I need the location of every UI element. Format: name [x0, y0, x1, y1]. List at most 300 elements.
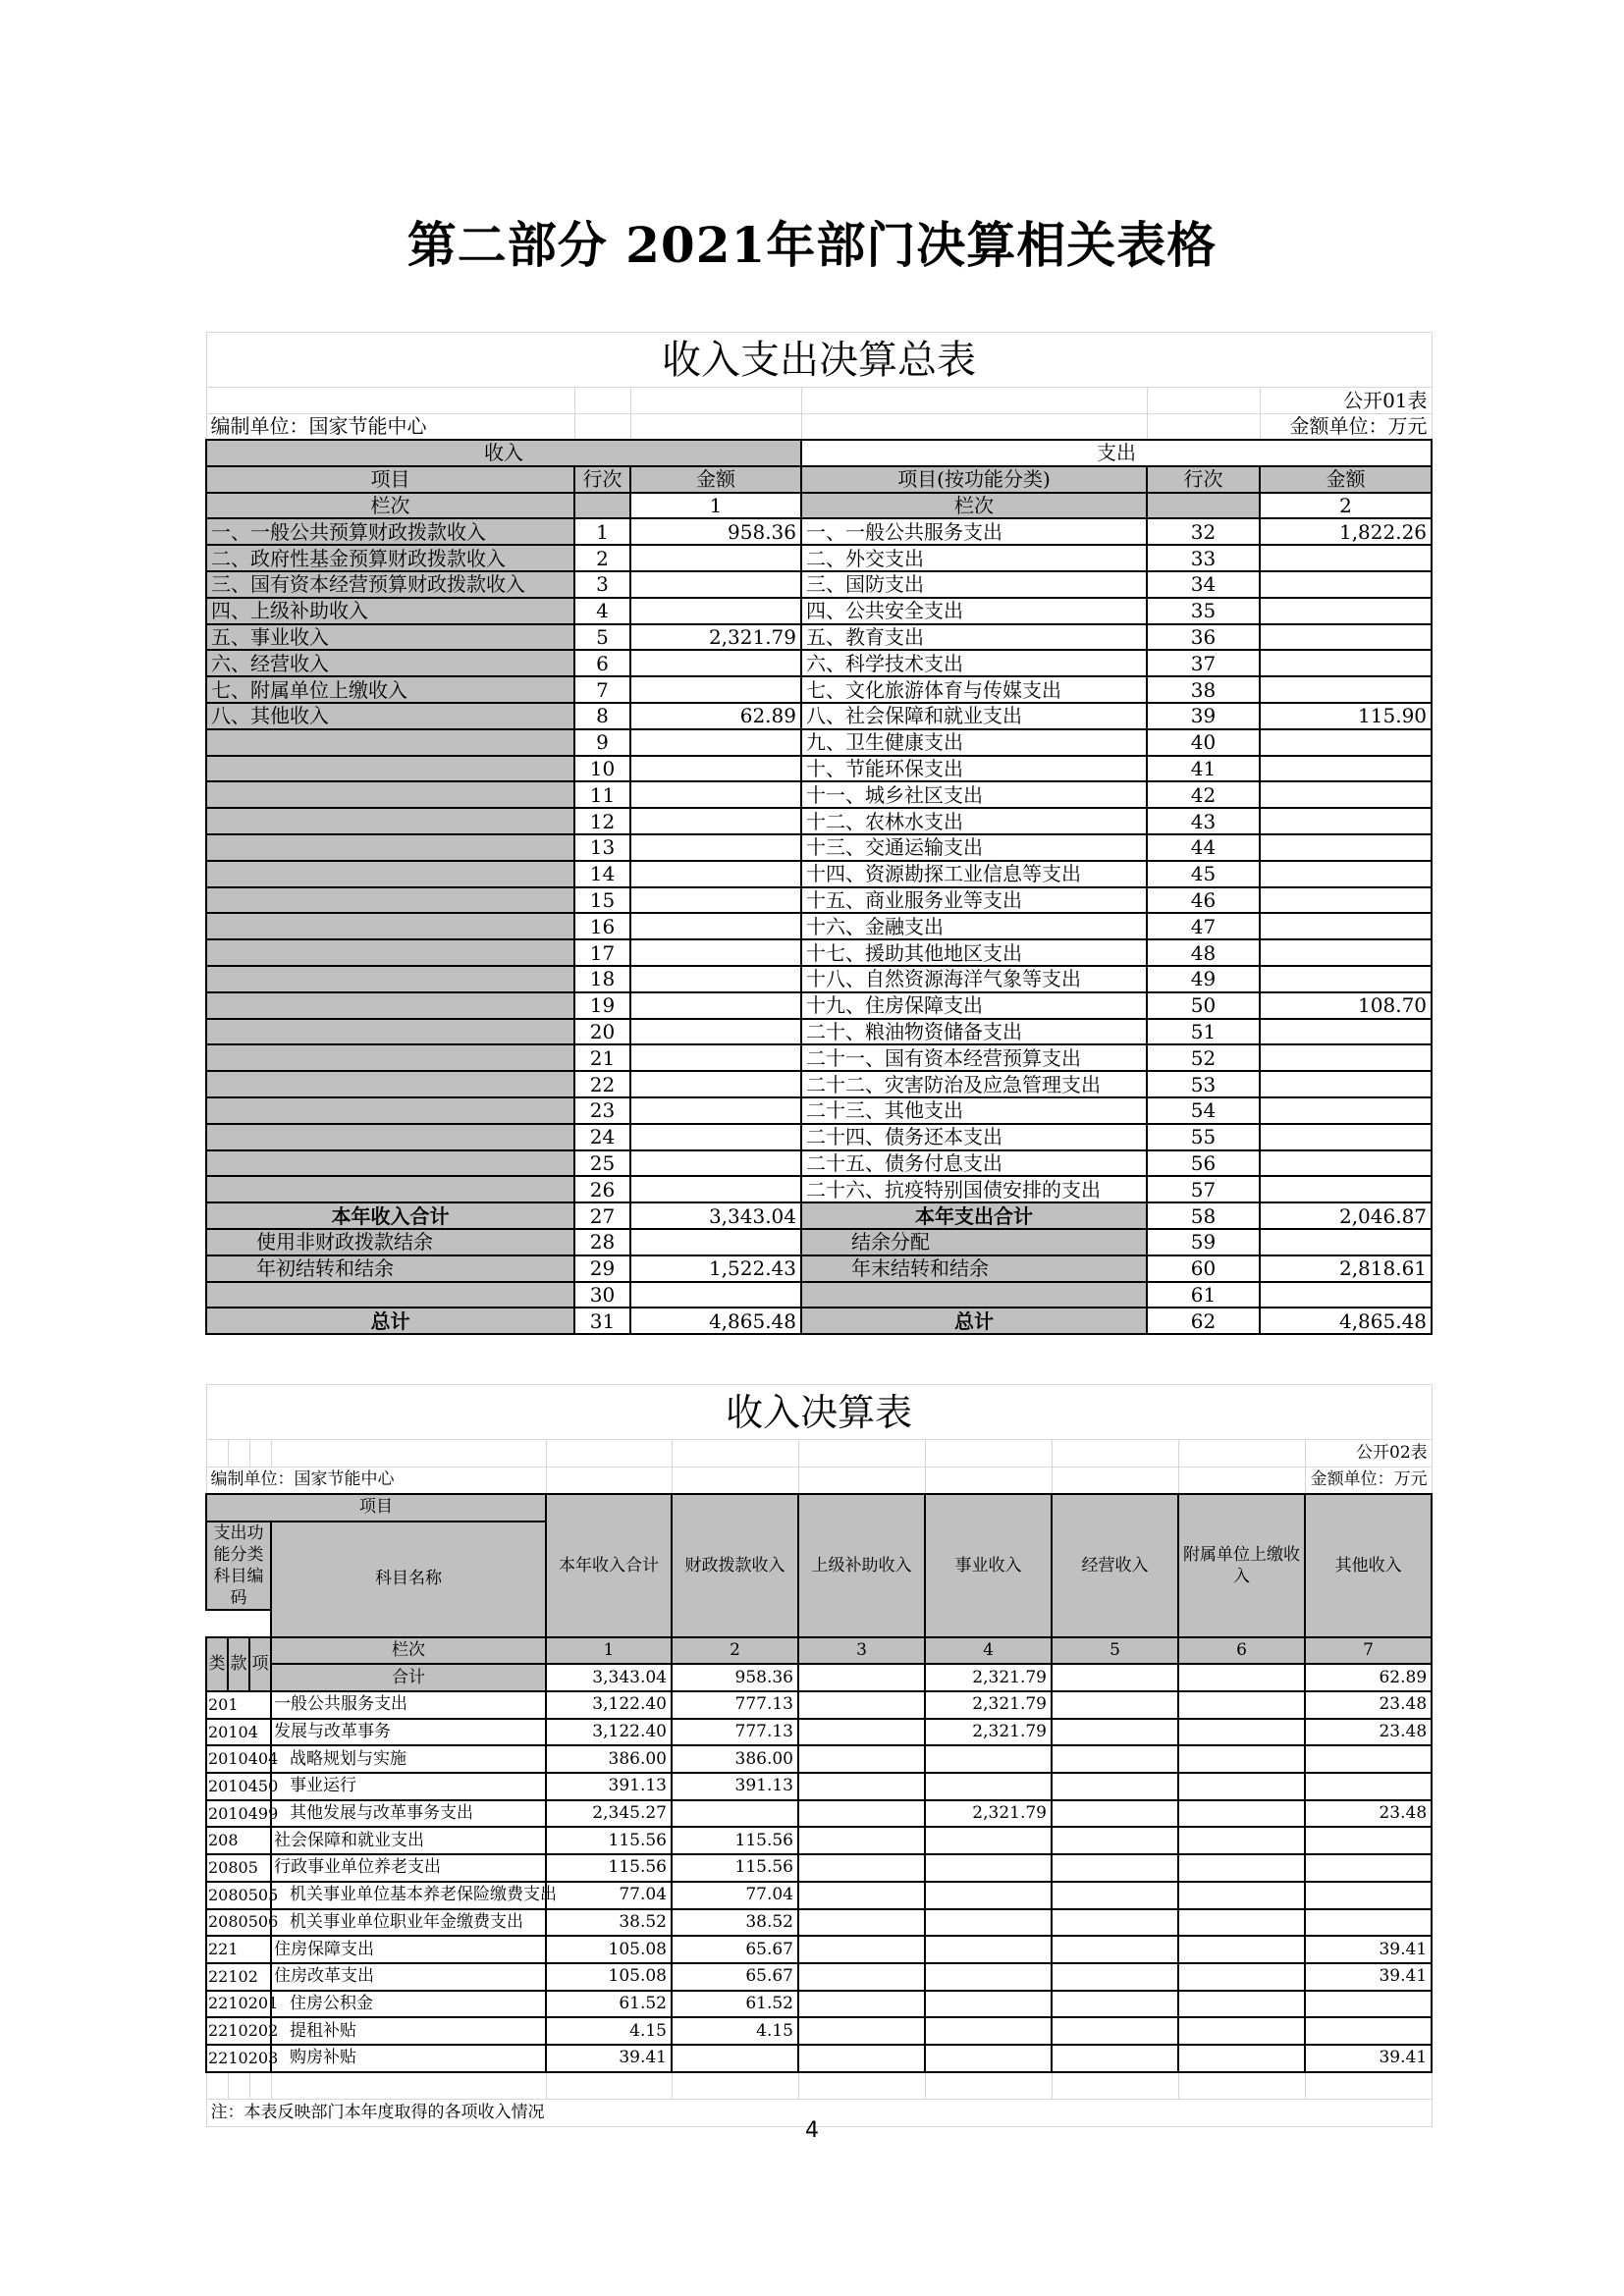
header-col-2: 财政拨款收入	[672, 1494, 798, 1637]
expense-row-no: 39	[1147, 703, 1260, 729]
expense-row-no: 52	[1147, 1044, 1260, 1071]
expense-item: 八、社会保障和就业支出	[801, 703, 1147, 729]
amount-cell: 39.41	[1305, 1963, 1432, 1991]
total-income-item	[206, 1282, 574, 1308]
header-code: 支出功能分类科目编码	[206, 1522, 271, 1610]
expense-item: 一、一般公共服务支出	[801, 518, 1147, 545]
income-row-no: 31	[574, 1308, 630, 1334]
income-item	[206, 861, 574, 887]
income-amount	[630, 808, 801, 834]
income-amount	[630, 545, 801, 571]
header-col-3: 上级补助收入	[798, 1494, 925, 1637]
income-amount	[630, 1071, 801, 1097]
total-row	[206, 1202, 1432, 1229]
expense-item: 六、科学技术支出	[801, 650, 1147, 676]
total-expense-item	[801, 1282, 1147, 1308]
amount-cell	[798, 2045, 925, 2072]
total-value	[798, 1664, 925, 1691]
table-row	[206, 1773, 1432, 1800]
expense-amount	[1260, 887, 1432, 914]
income-amount	[630, 1044, 801, 1071]
expense-amount	[1260, 729, 1432, 756]
table-row	[206, 1827, 1432, 1854]
income-item	[206, 808, 574, 834]
table-row	[206, 650, 1432, 676]
expense-row-no: 35	[1147, 598, 1260, 624]
amount-cell	[1305, 1745, 1432, 1773]
expense-amount	[1260, 861, 1432, 887]
expense-row-no: 56	[1147, 1150, 1260, 1177]
unit-right: 金额单位：万元	[1260, 413, 1432, 440]
expense-row-no: 36	[1147, 624, 1260, 651]
expense-amount: 108.70	[1260, 992, 1432, 1019]
amount-cell	[925, 2017, 1052, 2045]
amount-cell	[925, 1854, 1052, 1882]
income-item	[206, 887, 574, 914]
total-income-item: 本年收入合计	[206, 1202, 574, 1229]
expense-row-no: 41	[1147, 756, 1260, 782]
subject-code: 208	[206, 1827, 271, 1854]
amount-cell	[798, 1882, 925, 1909]
income-row-no: 9	[574, 729, 630, 756]
total-income-item: 年初结转和结余	[206, 1255, 574, 1282]
table-row	[206, 1854, 1432, 1882]
amount-cell: 105.08	[546, 1936, 672, 1963]
header-amount: 金额	[1260, 466, 1432, 493]
header-row-no: 行次	[1147, 466, 1260, 493]
header-xiang: 项	[249, 1637, 271, 1691]
expense-amount	[1260, 571, 1432, 598]
income-row-no: 17	[574, 939, 630, 966]
expense-item: 二十五、债务付息支出	[801, 1150, 1147, 1177]
amount-cell	[798, 1773, 925, 1800]
expense-amount	[1260, 1019, 1432, 1045]
expense-item: 九、卫生健康支出	[801, 729, 1147, 756]
subject-name: 住房公积金	[271, 1991, 546, 2018]
total-value: 3,343.04	[546, 1664, 672, 1691]
amount-cell: 77.04	[672, 1882, 798, 1909]
subject-code: 22102	[206, 1963, 271, 1991]
page-number: 4	[805, 2118, 819, 2143]
amount-cell	[798, 1963, 925, 1991]
expense-item: 十、节能环保支出	[801, 756, 1147, 782]
total-value	[1052, 1664, 1178, 1691]
expense-item: 四、公共安全支出	[801, 598, 1147, 624]
table-row	[206, 518, 1432, 545]
expense-amount	[1260, 1124, 1432, 1150]
expense-amount: 2,818.61	[1260, 1255, 1432, 1282]
amount-cell	[925, 1882, 1052, 1909]
income-amount	[630, 1150, 801, 1177]
table-row	[206, 913, 1432, 939]
amount-cell: 65.67	[672, 1963, 798, 1991]
header-col-1: 本年收入合计	[546, 1494, 672, 1637]
table-row	[206, 1044, 1432, 1071]
amount-cell	[1178, 1991, 1305, 2018]
amount-cell	[1052, 1909, 1178, 1937]
income-amount: 958.36	[630, 518, 801, 545]
amount-cell	[925, 2045, 1052, 2072]
income-row-no: 12	[574, 808, 630, 834]
table-row	[206, 1719, 1432, 1746]
amount-cell: 115.56	[546, 1827, 672, 1854]
income-item	[206, 1044, 574, 1071]
col-number: 1	[630, 493, 801, 519]
subject-code: 20104	[206, 1719, 271, 1746]
income-row-no: 8	[574, 703, 630, 729]
table-title: 收入支出决算总表	[206, 333, 1432, 388]
subject-name: 社会保障和就业支出	[271, 1827, 546, 1854]
table-row	[206, 1019, 1432, 1045]
expense-amount	[1260, 1097, 1432, 1124]
expense-item: 十四、资源勘探工业信息等支出	[801, 861, 1147, 887]
expense-amount	[1260, 1176, 1432, 1202]
amount-cell	[1052, 1991, 1178, 2018]
income-amount: 4,865.48	[630, 1308, 801, 1334]
expense-item: 十一、城乡社区支出	[801, 781, 1147, 808]
subject-name: 机关事业单位职业年金缴费支出	[271, 1909, 546, 1937]
table-row	[206, 1691, 1432, 1719]
income-amount	[630, 992, 801, 1019]
table-row	[206, 808, 1432, 834]
income-item: 八、其他收入	[206, 703, 574, 729]
subject-name: 住房保障支出	[271, 1936, 546, 1963]
expense-row-no: 42	[1147, 781, 1260, 808]
amount-cell: 39.41	[1305, 1936, 1432, 1963]
amount-cell	[798, 1936, 925, 1963]
amount-cell	[925, 1909, 1052, 1937]
income-item	[206, 913, 574, 939]
table-row	[206, 834, 1432, 861]
income-item: 一、一般公共预算财政拨款收入	[206, 518, 574, 545]
expense-row-no: 48	[1147, 939, 1260, 966]
amount-cell	[1178, 1963, 1305, 1991]
total-row	[206, 1282, 1432, 1308]
amount-cell	[1305, 1882, 1432, 1909]
expense-row-no: 62	[1147, 1308, 1260, 1334]
total-income-item: 总计	[206, 1308, 574, 1334]
amount-cell	[1052, 1773, 1178, 1800]
amount-cell: 39.41	[1305, 2045, 1432, 2072]
expense-item: 五、教育支出	[801, 624, 1147, 651]
header-col-4: 事业收入	[925, 1494, 1052, 1637]
total-expense-item: 年末结转和结余	[801, 1255, 1147, 1282]
amount-cell	[798, 1854, 925, 1882]
amount-cell	[1178, 2017, 1305, 2045]
amount-cell	[925, 1991, 1052, 2018]
income-amount: 62.89	[630, 703, 801, 729]
expense-amount	[1260, 913, 1432, 939]
income-row-no: 29	[574, 1255, 630, 1282]
total-income-item: 使用非财政拨款结余	[206, 1229, 574, 1255]
amount-cell	[1178, 1745, 1305, 1773]
amount-cell	[1052, 2017, 1178, 2045]
table-row	[206, 861, 1432, 887]
income-amount	[630, 887, 801, 914]
subject-name: 机关事业单位基本养老保险缴费支出	[271, 1882, 546, 1909]
amount-cell	[1178, 1800, 1305, 1828]
expense-amount	[1260, 598, 1432, 624]
table-row	[206, 1936, 1432, 1963]
expense-amount: 4,865.48	[1260, 1308, 1432, 1334]
expense-row-no: 59	[1147, 1229, 1260, 1255]
expense-item: 七、文化旅游体育与传媒支出	[801, 676, 1147, 703]
expense-item: 二十二、灾害防治及应急管理支出	[801, 1071, 1147, 1097]
amount-cell	[798, 1691, 925, 1719]
income-item	[206, 781, 574, 808]
income-amount	[630, 756, 801, 782]
subject-code: 2080506	[206, 1909, 271, 1937]
table-row	[206, 1124, 1432, 1150]
amount-cell: 77.04	[546, 1882, 672, 1909]
table-row	[206, 1882, 1432, 1909]
expense-row-no: 51	[1147, 1019, 1260, 1045]
table-title: 收入决算表	[206, 1385, 1432, 1440]
income-amount	[630, 834, 801, 861]
expense-item: 三、国防支出	[801, 571, 1147, 598]
amount-cell	[1305, 2017, 1432, 2045]
amount-cell: 61.52	[546, 1991, 672, 2018]
expense-amount	[1260, 1150, 1432, 1177]
total-expense-item: 结余分配	[801, 1229, 1147, 1255]
expense-row-no: 57	[1147, 1176, 1260, 1202]
income-row-no: 16	[574, 913, 630, 939]
amount-cell: 2,321.79	[925, 1800, 1052, 1828]
table-row	[206, 1963, 1432, 1991]
income-item	[206, 756, 574, 782]
expense-item: 十七、援助其他地区支出	[801, 939, 1147, 966]
income-expense-summary-table	[205, 332, 1433, 1335]
expense-row-no: 53	[1147, 1071, 1260, 1097]
expense-amount: 2,046.87	[1260, 1202, 1432, 1229]
amount-cell	[1052, 1691, 1178, 1719]
expense-item: 十五、商业服务业等支出	[801, 887, 1147, 914]
income-item	[206, 1150, 574, 1177]
expense-amount	[1260, 1044, 1432, 1071]
table-row	[206, 887, 1432, 914]
table-row	[206, 992, 1432, 1019]
table-code: 公开01表	[1260, 388, 1432, 414]
expense-amount	[1260, 676, 1432, 703]
amount-cell	[1305, 1909, 1432, 1937]
income-amount	[630, 966, 801, 992]
expense-row-no: 45	[1147, 861, 1260, 887]
amount-cell	[1052, 1800, 1178, 1828]
table-row	[206, 1909, 1432, 1937]
expense-row-no: 54	[1147, 1097, 1260, 1124]
income-item: 四、上级补助收入	[206, 598, 574, 624]
subject-name: 战略规划与实施	[271, 1745, 546, 1773]
table-row	[206, 2017, 1432, 2045]
table-row	[206, 781, 1432, 808]
amount-cell: 2,321.79	[925, 1719, 1052, 1746]
amount-cell	[1305, 1827, 1432, 1854]
table-row	[206, 1745, 1432, 1773]
income-amount	[630, 729, 801, 756]
amount-cell: 4.15	[672, 2017, 798, 2045]
income-table	[205, 1384, 1433, 2127]
subject-code: 2010450	[206, 1773, 271, 1800]
amount-cell: 115.56	[672, 1827, 798, 1854]
amount-cell	[1052, 1963, 1178, 1991]
income-item: 七、附属单位上缴收入	[206, 676, 574, 703]
amount-cell	[925, 1936, 1052, 1963]
amount-cell	[925, 1773, 1052, 1800]
amount-cell	[1178, 2045, 1305, 2072]
header-lanci: 栏次	[271, 1637, 546, 1665]
amount-cell	[1178, 1827, 1305, 1854]
table-row	[206, 729, 1432, 756]
expense-amount	[1260, 624, 1432, 651]
income-row-no: 28	[574, 1229, 630, 1255]
amount-cell: 3,122.40	[546, 1691, 672, 1719]
header-kuan: 款	[228, 1637, 249, 1691]
income-amount	[630, 1282, 801, 1308]
expense-row-no: 61	[1147, 1282, 1260, 1308]
expense-amount	[1260, 781, 1432, 808]
total-row	[206, 1229, 1432, 1255]
amount-cell: 105.08	[546, 1963, 672, 1991]
table-row	[206, 571, 1432, 598]
amount-cell: 391.13	[672, 1773, 798, 1800]
amount-cell	[1178, 1719, 1305, 1746]
amount-cell: 23.48	[1305, 1800, 1432, 1828]
table-note: 注：本表反映部门本年度取得的各项收入情况	[206, 2099, 1432, 2126]
income-row-no: 23	[574, 1097, 630, 1124]
income-item	[206, 1071, 574, 1097]
header-total: 合计	[271, 1664, 546, 1691]
empty-row	[206, 2072, 1432, 2100]
expense-item: 十六、金融支出	[801, 913, 1147, 939]
total-value: 958.36	[672, 1664, 798, 1691]
expense-amount	[1260, 966, 1432, 992]
income-row-no: 19	[574, 992, 630, 1019]
header-col-5: 经营收入	[1052, 1494, 1178, 1637]
unit-left: 编制单位：国家节能中心	[206, 1467, 546, 1494]
income-item	[206, 966, 574, 992]
income-item	[206, 1124, 574, 1150]
income-amount	[630, 676, 801, 703]
income-row-no: 30	[574, 1282, 630, 1308]
amount-cell	[672, 2045, 798, 2072]
income-item	[206, 729, 574, 756]
income-row-no: 20	[574, 1019, 630, 1045]
amount-cell: 777.13	[672, 1691, 798, 1719]
subject-name: 其他发展与改革事务支出	[271, 1800, 546, 1828]
income-item: 三、国有资本经营预算财政拨款收入	[206, 571, 574, 598]
header-col-6: 附属单位上缴收入	[1178, 1494, 1305, 1637]
subject-code: 2210201	[206, 1991, 271, 2018]
amount-cell: 23.48	[1305, 1691, 1432, 1719]
table-row	[206, 756, 1432, 782]
expense-row-no: 37	[1147, 650, 1260, 676]
table-row	[206, 1150, 1432, 1177]
header-lanci: 栏次	[801, 493, 1147, 519]
income-row-no: 7	[574, 676, 630, 703]
col-number: 5	[1052, 1637, 1178, 1665]
expense-row-no: 38	[1147, 676, 1260, 703]
col-number: 6	[1178, 1637, 1305, 1665]
table-row	[206, 1800, 1432, 1828]
income-item	[206, 1176, 574, 1202]
table-row	[206, 624, 1432, 651]
amount-cell	[1178, 1882, 1305, 1909]
table-code: 公开02表	[1305, 1440, 1432, 1468]
income-item: 二、政府性基金预算财政拨款收入	[206, 545, 574, 571]
income-amount	[630, 1229, 801, 1255]
page-title: 第二部分 2021年部门决算相关表格	[406, 216, 1218, 274]
expense-row-no: 40	[1147, 729, 1260, 756]
amount-cell: 23.48	[1305, 1719, 1432, 1746]
amount-cell	[798, 1991, 925, 2018]
expense-row-no: 60	[1147, 1255, 1260, 1282]
amount-cell: 777.13	[672, 1719, 798, 1746]
amount-cell: 4.15	[546, 2017, 672, 2045]
income-amount: 2,321.79	[630, 624, 801, 651]
expense-header: 支出	[801, 440, 1432, 466]
total-row	[206, 1308, 1432, 1334]
amount-cell	[1052, 1827, 1178, 1854]
table-row	[206, 1097, 1432, 1124]
expense-amount	[1260, 650, 1432, 676]
header-amount: 金额	[630, 466, 801, 493]
income-amount: 1,522.43	[630, 1255, 801, 1282]
subject-name: 事业运行	[271, 1773, 546, 1800]
total-row	[206, 1255, 1432, 1282]
expense-amount	[1260, 545, 1432, 571]
amount-cell	[1305, 1854, 1432, 1882]
expense-amount	[1260, 756, 1432, 782]
header-item-func: 项目(按功能分类)	[801, 466, 1147, 493]
table-row	[206, 545, 1432, 571]
expense-amount: 1,822.26	[1260, 518, 1432, 545]
expense-row-no: 58	[1147, 1202, 1260, 1229]
income-row-no: 6	[574, 650, 630, 676]
amount-cell	[672, 1800, 798, 1828]
expense-row-no: 46	[1147, 887, 1260, 914]
amount-cell	[798, 1719, 925, 1746]
expense-item: 二十三、其他支出	[801, 1097, 1147, 1124]
col-number: 2	[672, 1637, 798, 1665]
amount-cell: 391.13	[546, 1773, 672, 1800]
subject-code: 2010404	[206, 1745, 271, 1773]
income-amount	[630, 571, 801, 598]
subject-name: 一般公共服务支出	[271, 1691, 546, 1719]
amount-cell: 115.56	[672, 1854, 798, 1882]
expense-row-no: 32	[1147, 518, 1260, 545]
amount-cell: 38.52	[546, 1909, 672, 1937]
header-lei: 类	[206, 1637, 228, 1691]
expense-item: 十八、自然资源海洋气象等支出	[801, 966, 1147, 992]
income-row-no: 13	[574, 834, 630, 861]
subject-code: 20805	[206, 1854, 271, 1882]
expense-amount	[1260, 1282, 1432, 1308]
table-row	[206, 676, 1432, 703]
table-row	[206, 1071, 1432, 1097]
income-header: 收入	[206, 440, 801, 466]
header-item: 项目	[206, 1494, 546, 1522]
table-row	[206, 2045, 1432, 2072]
expense-item: 十二、农林水支出	[801, 808, 1147, 834]
income-row-no: 24	[574, 1124, 630, 1150]
income-amount	[630, 650, 801, 676]
col-number: 3	[798, 1637, 925, 1665]
income-amount	[630, 939, 801, 966]
subject-name: 行政事业单位养老支出	[271, 1854, 546, 1882]
amount-cell	[1178, 1854, 1305, 1882]
expense-item: 二、外交支出	[801, 545, 1147, 571]
amount-cell: 386.00	[546, 1745, 672, 1773]
